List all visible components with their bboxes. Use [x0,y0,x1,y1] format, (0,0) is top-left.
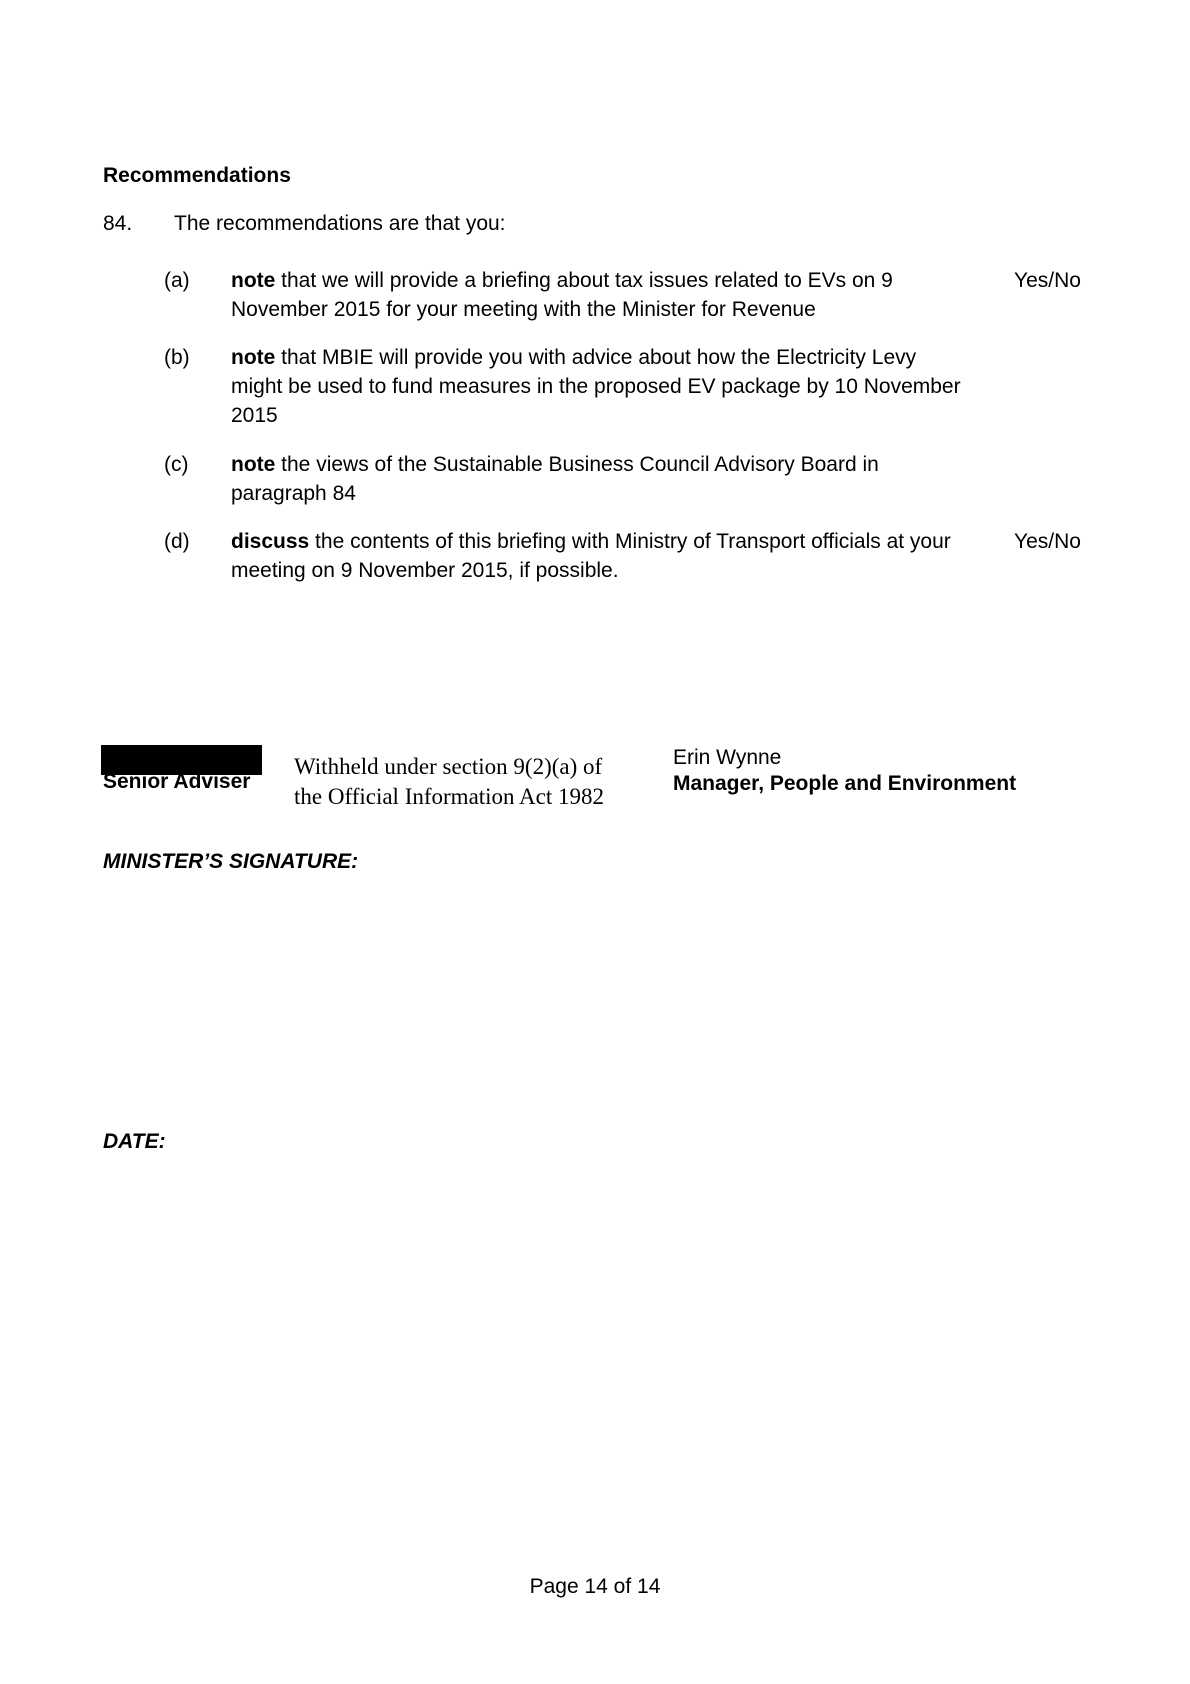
recommendation-letter: (a) [164,269,190,292]
manager-name: Erin Wynne [673,746,782,769]
recommendation-body: the views of the Sustainable Business Council Advisory Board in paragraph 84 [231,453,879,505]
page-footer: Page 14 of 14 [529,1575,661,1598]
recommendation-verb: note [231,346,276,369]
minister-signature-label: MINISTER’S SIGNATURE: [103,850,359,873]
recommendation-text [231,450,971,508]
yes-no-option: Yes/No [1014,530,1081,553]
recommendation-letter: (c) [164,453,189,476]
manager-title: Manager, People and Environment [673,772,1017,795]
withheld-notice: Withheld under section 9(2)(a) of the Official Information Act 1982 [294,754,604,809]
yes-no-option: Yes/No [1014,269,1081,292]
recommendation-text [231,343,971,430]
adviser-role: Senior Adviser [103,770,251,793]
recommendation-letter: (b) [164,346,190,369]
section-heading: Recommendations [103,164,291,187]
recommendation-text [231,266,971,324]
recommendation-body: that we will provide a briefing about tax issues related to EVs on 9 November 2015 for your meeting with the Minister for Revenue [231,269,893,321]
recommendation-text [231,527,971,585]
recommendation-verb: note [231,269,276,292]
recommendation-body: that MBIE will provide you with advice about how the Electricity Levy might be used to fund measures in the proposed EV package by 10 November 2015 [231,346,961,427]
recommendation-verb: note [231,453,276,476]
recommendation-body: the contents of this briefing with Ministry of Transport officials at your meeting on 9 November 2015, if possible. [231,530,951,582]
paragraph-number: 84. [103,212,133,235]
date-label: DATE: [103,1130,166,1153]
recommendation-verb: discuss [231,530,310,553]
recommendation-letter: (d) [164,530,190,553]
paragraph-text: The recommendations are that you: [174,212,506,235]
